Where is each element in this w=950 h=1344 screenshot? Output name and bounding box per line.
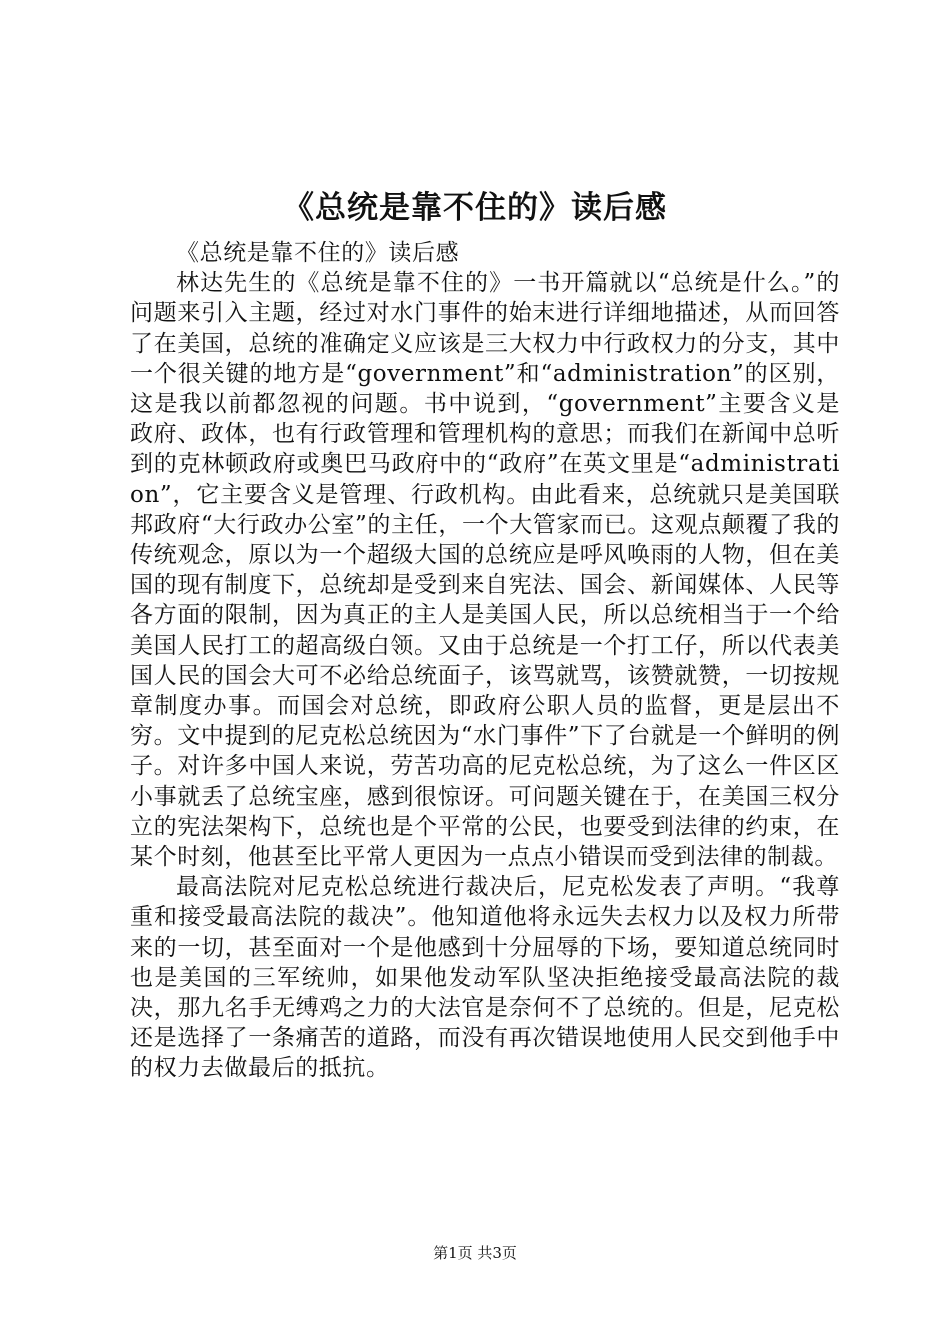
body-paragraph: 最高法院对尼克松总统进行裁决后，尼克松发表了声明。“我尊重和接受最高法院的裁决”。他知道他将永远失去权力以及权力所带来的一切，甚至面对一个是他感到十分屈辱的下场，要知道总统同时也是美国的三军统帅，如果他发动军队坚决拒绝接受最高法院的裁决，那九名手无缚鸡之力的大法官是奈何不了总统的。但是，尼克松还是选择了一条痛苦的道路，而没有再次错误地使用人民交到他手中的权力去做最后的抵抗。: [130, 874, 840, 1082]
document-body: [130, 238, 840, 1084]
page-footer: 第1页 共3页: [433, 1244, 517, 1262]
document-title: 《总统是靠不住的》读后感: [283, 190, 667, 226]
body-paragraph: 《总统是靠不住的》读后感: [176, 240, 460, 266]
body-paragraph: 林达先生的《总统是靠不住的》一书开篇就以“总统是什么。”的问题来引入主题，经过对水门事件的始末进行详细地描述，从而回答了在美国，总统的准确定义应该是三大权力中行政权力的分支，其中一个很关键的地方是“government”和“administration”的区别，这是我以前都忽视的问题。书中说到，“government”主要含义是政府、政体，也有行政管理和管理机构的意思；而我们在新闻中总听到的克林顿政府或奥巴马政府中的“政府”在英文里是“administration”，它主要含义是管理、行政机构。由此看来，总统就只是美国联邦政府“大行政办公室”的主任，一个大管家而已。这观点颠覆了我的传统观念，原以为一个超级大国的总统应是呼风唤雨的人物，但在美国的现有制度下，总统却是受到来自宪法、国会、新闻媒体、人民等各方面的限制，因为真正的主人是美国人民，所以总统相当于一个给美国人民打工的超高级白领。又由于总统是一个打工仔，所以代表美国人民的国会大可不必给总统面子，该骂就骂，该赞就赞，一切按规章制度办事。而国会对总统，即政府公职人员的监督，更是层出不穷。文中提到的尼克松总统因为“水门事件”下了台就是一个鲜明的例子。对许多中国人来说，劳苦功高的尼克松总统，为了这么一件区区小事就丢了总统宝座，感到很惊讶。可问题关键在于，在美国三权分立的宪法架构下，总统也是个平常的公民，也要受到法律的约束，在某个时刻，他甚至比平常人更因为一点点小错误而受到法律的制裁。: [130, 270, 840, 871]
